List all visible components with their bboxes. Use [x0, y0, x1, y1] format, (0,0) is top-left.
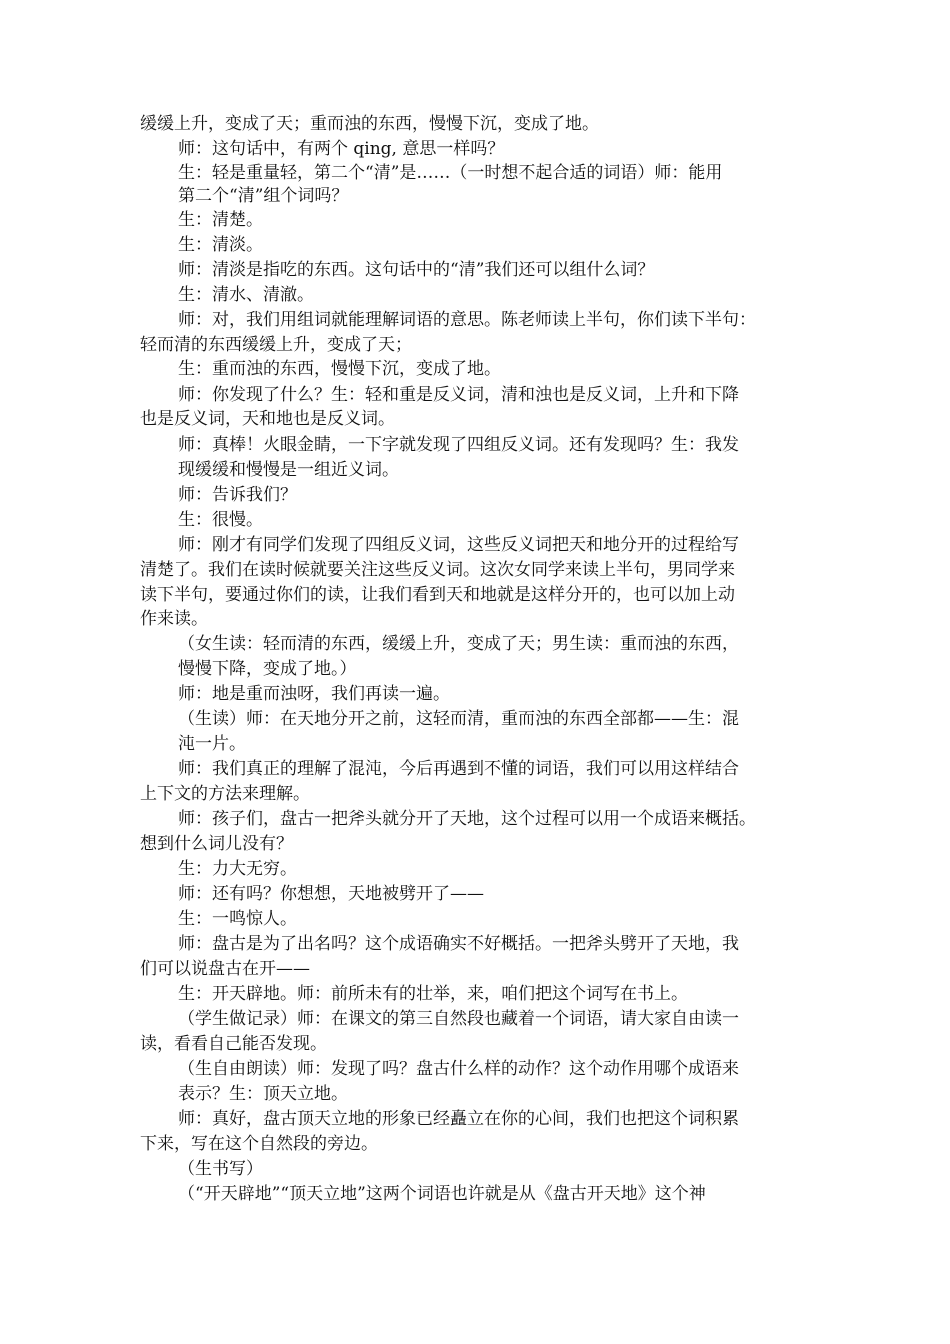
text-line: 师：地是重而浊呀，我们再读一遍。 — [178, 684, 450, 704]
text-line: 师：我们真正的理解了混沌，今后再遇到不懂的词语，我们可以用这样结合 — [178, 759, 739, 779]
text-line: （生读）师：在天地分开之前，这轻而清，重而浊的东西全部都——生：混 — [178, 709, 739, 729]
text-line: 现缓缓和慢慢是一组近义词。 — [178, 460, 399, 480]
text-line: 慢慢下降，变成了地。） — [178, 659, 357, 679]
text-line: （生书写） — [178, 1159, 263, 1179]
text-line: 也是反义词，天和地也是反义词。 — [140, 409, 395, 429]
text-line: 沌一片。 — [178, 734, 246, 754]
text-line: 师：孩子们，盘古一把斧头就分开了天地，这个过程可以用一个成语来概括。 — [178, 809, 756, 829]
text-line: 生：重而浊的东西，慢慢下沉，变成了地。 — [178, 359, 501, 379]
text-line: 生：清水、清澈。 — [178, 285, 314, 305]
text-line: 师：刚才有同学们发现了四组反义词，这些反义词把天和地分开的过程给写 — [178, 535, 739, 555]
text-line: 生：清楚。 — [178, 210, 263, 230]
text-line: 轻而清的东西缓缓上升，变成了天； — [140, 335, 412, 355]
text-line: 生：轻是重量轻，第二个“清”是……（一时想不起合适的词语）师：能用 — [178, 163, 723, 183]
text-line: 缓缓上升，变成了天；重而浊的东西，慢慢下沉，变成了地。 — [140, 114, 599, 134]
text-line: 生：很慢。 — [178, 510, 263, 530]
text-line: 师：真棒！火眼金睛，一下字就发现了四组反义词。还有发现吗？生：我发 — [178, 435, 739, 455]
text-line: 师：对，我们用组词就能理解词语的意思。陈老师读上半句，你们读下半句： — [178, 310, 756, 330]
text-line: 下来，写在这个自然段的旁边。 — [140, 1134, 378, 1154]
text-line: 读下半句，要通过你们的读，让我们看到天和地就是这样分开的，也可以加上动 — [140, 585, 735, 605]
text-line: 师：还有吗？你想想，天地被劈开了—— — [178, 884, 484, 904]
text-line: （女生读：轻而清的东西，缓缓上升，变成了天；男生读：重而浊的东西， — [178, 634, 739, 654]
text-line: 生：开天辟地。师：前所未有的壮举，来，咱们把这个词写在书上。 — [178, 984, 688, 1004]
text-line: 表示？生：顶天立地。 — [178, 1084, 348, 1104]
text-line: 师：这句话中，有两个 qing, 意思一样吗？ — [178, 139, 505, 159]
text-line: （“开天辟地”“顶天立地”这两个词语也许就是从《盘古开天地》这个神 — [178, 1184, 706, 1204]
text-line: 师：盘古是为了出名吗？这个成语确实不好概括。一把斧头劈开了天地，我 — [178, 934, 739, 954]
text-line: 们可以说盘古在开—— — [140, 959, 310, 979]
text-line: （学生做记录）师：在课文的第三自然段也藏着一个词语，请大家自由读一 — [178, 1009, 739, 1029]
text-line: 师：你发现了什么？生：轻和重是反义词，清和浊也是反义词，上升和下降 — [178, 385, 739, 405]
text-line: 师：告诉我们？ — [178, 485, 297, 505]
text-line: （生自由朗读）师：发现了吗？盘古什么样的动作？这个动作用哪个成语来 — [178, 1059, 739, 1079]
text-line: 生：力大无穷。 — [178, 859, 297, 879]
text-line: 上下文的方法来理解。 — [140, 784, 310, 804]
text-line: 读，看看自己能否发现。 — [140, 1034, 327, 1054]
text-line: 生：清淡。 — [178, 235, 263, 255]
text-line: 想到什么词儿没有？ — [140, 834, 293, 854]
text-line: 师：真好，盘古顶天立地的形象已经矗立在你的心间，我们也把这个词积累 — [178, 1109, 739, 1129]
text-line: 清楚了。我们在读时候就要关注这些反义词。这次女同学来读上半句，男同学来 — [140, 560, 735, 580]
text-line: 第二个“清”组个词吗？ — [178, 186, 349, 206]
text-line: 师：清淡是指吃的东西。这句话中的“清”我们还可以组什么词？ — [178, 260, 655, 280]
text-line: 作来读。 — [140, 609, 208, 629]
text-line: 生：一鸣惊人。 — [178, 909, 297, 929]
